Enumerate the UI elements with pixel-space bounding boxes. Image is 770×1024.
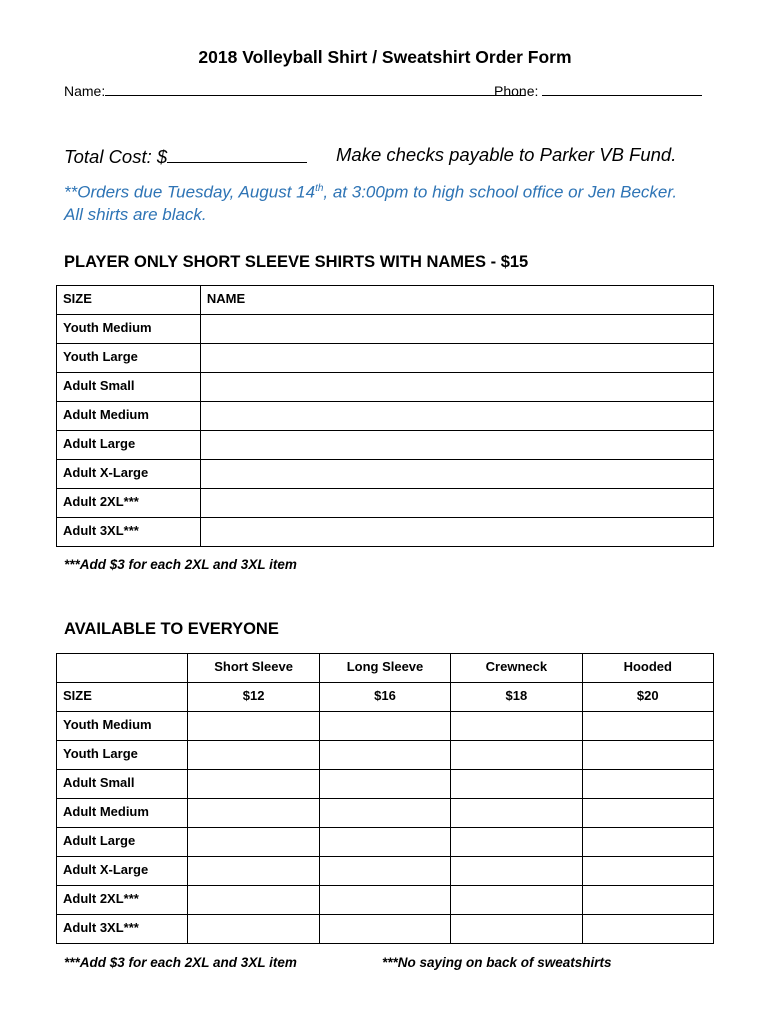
blank-header-cell — [57, 654, 188, 683]
price-cell: $12 — [188, 683, 319, 712]
orders-due-prefix: **Orders due Tuesday, August 14 — [64, 182, 316, 202]
total-cost-line[interactable] — [167, 144, 307, 163]
quantity-cell[interactable] — [582, 712, 713, 741]
size-cell: Adult X-Large — [57, 460, 201, 489]
everyone-section-heading: AVAILABLE TO EVERYONE — [64, 620, 279, 638]
size-cell: Youth Medium — [57, 315, 201, 344]
phone-label: Phone: — [494, 83, 539, 99]
black-shirts-note: All shirts are black. — [64, 204, 207, 224]
name-entry-cell[interactable] — [200, 315, 713, 344]
quantity-cell[interactable] — [451, 828, 582, 857]
quantity-cell[interactable] — [319, 915, 450, 944]
size-cell: Adult Large — [57, 828, 188, 857]
quantity-cell[interactable] — [188, 886, 319, 915]
table-row — [57, 915, 714, 944]
size-cell: Adult 3XL*** — [57, 915, 188, 944]
price-cell: $18 — [451, 683, 582, 712]
quantity-cell[interactable] — [188, 857, 319, 886]
table-row — [57, 431, 714, 460]
quantity-cell[interactable] — [319, 741, 450, 770]
crewneck-header: Crewneck — [451, 654, 582, 683]
total-cost-label: Total Cost: $ — [64, 146, 168, 167]
orders-due-superscript: th — [315, 183, 324, 194]
size-cell: Adult Small — [57, 373, 201, 402]
name-entry-cell[interactable] — [200, 402, 713, 431]
quantity-cell[interactable] — [188, 915, 319, 944]
quantity-cell[interactable] — [188, 828, 319, 857]
price-row — [57, 683, 714, 712]
name-field-row — [64, 81, 525, 99]
price-cell: $20 — [582, 683, 713, 712]
sweatshirt-footnote: ***No saying on back of sweatshirts — [382, 955, 612, 970]
name-entry-cell[interactable] — [200, 373, 713, 402]
name-line[interactable] — [105, 81, 525, 96]
table-row — [57, 886, 714, 915]
quantity-cell[interactable] — [319, 799, 450, 828]
size-cell: Adult Small — [57, 770, 188, 799]
size-cell: Adult 2XL*** — [57, 886, 188, 915]
size-cell: Adult Large — [57, 431, 201, 460]
quantity-cell[interactable] — [451, 712, 582, 741]
size-cell: Adult Medium — [57, 799, 188, 828]
table-row — [57, 373, 714, 402]
quantity-cell[interactable] — [582, 857, 713, 886]
quantity-cell[interactable] — [319, 828, 450, 857]
name-entry-cell[interactable] — [200, 431, 713, 460]
hooded-header: Hooded — [582, 654, 713, 683]
quantity-cell[interactable] — [188, 799, 319, 828]
quantity-cell[interactable] — [319, 857, 450, 886]
total-cost-row — [64, 144, 307, 168]
name-entry-cell[interactable] — [200, 344, 713, 373]
quantity-cell[interactable] — [451, 799, 582, 828]
phone-field-row — [494, 81, 702, 99]
quantity-cell[interactable] — [319, 712, 450, 741]
everyone-footnote: ***Add $3 for each 2XL and 3XL item — [64, 955, 297, 970]
long-sleeve-header: Long Sleeve — [319, 654, 450, 683]
quantity-cell[interactable] — [582, 886, 713, 915]
table-row — [57, 518, 714, 547]
table-row — [57, 741, 714, 770]
size-cell: Youth Large — [57, 344, 201, 373]
table-row — [57, 770, 714, 799]
quantity-cell[interactable] — [582, 741, 713, 770]
everyone-order-table — [56, 653, 714, 944]
orders-due-note — [64, 178, 744, 226]
size-column-header: SIZE — [57, 286, 201, 315]
table-row — [57, 857, 714, 886]
size-cell: Adult Medium — [57, 402, 201, 431]
quantity-cell[interactable] — [451, 886, 582, 915]
table-row — [57, 344, 714, 373]
table-header-row — [57, 654, 714, 683]
quantity-cell[interactable] — [319, 770, 450, 799]
player-footnote: ***Add $3 for each 2XL and 3XL item — [64, 557, 297, 572]
checks-payable-note: Make checks payable to Parker VB Fund. — [336, 144, 677, 165]
quantity-cell[interactable] — [188, 712, 319, 741]
quantity-cell[interactable] — [188, 741, 319, 770]
quantity-cell[interactable] — [582, 915, 713, 944]
orders-due-suffix: , at 3:00pm to high school office or Jen Becker. — [323, 182, 678, 202]
quantity-cell[interactable] — [451, 857, 582, 886]
table-row — [57, 402, 714, 431]
table-row — [57, 799, 714, 828]
table-row — [57, 460, 714, 489]
size-cell: Youth Large — [57, 741, 188, 770]
size-cell: Adult X-Large — [57, 857, 188, 886]
table-row — [57, 489, 714, 518]
quantity-cell[interactable] — [582, 828, 713, 857]
quantity-cell[interactable] — [188, 770, 319, 799]
name-column-header: NAME — [200, 286, 713, 315]
form-title: 2018 Volleyball Shirt / Sweatshirt Order Form — [198, 47, 572, 67]
table-row — [57, 712, 714, 741]
table-row — [57, 315, 714, 344]
price-cell: $16 — [319, 683, 450, 712]
short-sleeve-header: Short Sleeve — [188, 654, 319, 683]
table-row — [57, 828, 714, 857]
player-section-heading: PLAYER ONLY SHORT SLEEVE SHIRTS WITH NAMES - $15 — [64, 253, 529, 271]
quantity-cell[interactable] — [451, 741, 582, 770]
quantity-cell[interactable] — [319, 886, 450, 915]
quantity-cell[interactable] — [582, 770, 713, 799]
name-entry-cell[interactable] — [200, 489, 713, 518]
size-label-cell: SIZE — [57, 683, 188, 712]
quantity-cell[interactable] — [451, 915, 582, 944]
name-entry-cell[interactable] — [200, 518, 713, 547]
table-header-row — [57, 286, 714, 315]
player-order-table — [56, 285, 714, 547]
size-cell: Youth Medium — [57, 712, 188, 741]
name-label: Name: — [64, 83, 106, 99]
name-entry-cell[interactable] — [200, 460, 713, 489]
quantity-cell[interactable] — [582, 799, 713, 828]
size-cell: Adult 3XL*** — [57, 518, 201, 547]
phone-line[interactable] — [542, 81, 702, 96]
quantity-cell[interactable] — [451, 770, 582, 799]
size-cell: Adult 2XL*** — [57, 489, 201, 518]
